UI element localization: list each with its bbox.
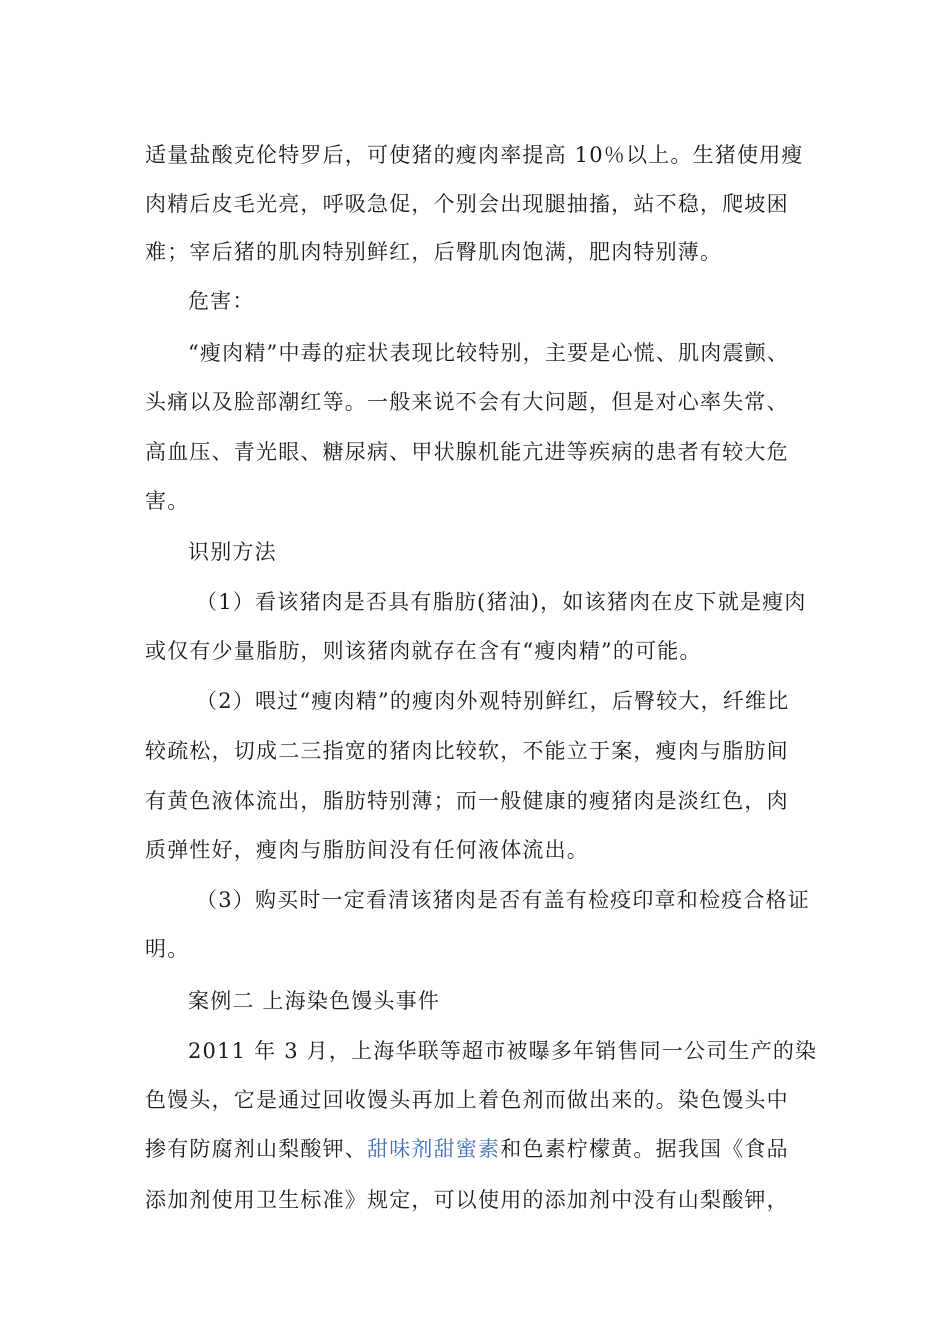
paragraph-line: 难；宰后猪的肌肉特别鲜红，后臀肌肉饱满，肥肉特别薄。 <box>145 240 723 264</box>
paragraph-line: 质弹性好，瘦肉与脂肪间没有任何液体流出。 <box>145 838 589 862</box>
paragraph-line: 添加剂使用卫生标准》规定，可以使用的添加剂中没有山梨酸钾， <box>145 1188 789 1212</box>
paragraph-line: 较疏松，切成二三指宽的猪肉比较软，不能立于案，瘦肉与脂肪间 <box>145 739 789 763</box>
paragraph-line: 有黄色液体流出，脂肪特别薄；而一般健康的瘦猪肉是淡红色，肉 <box>145 789 789 813</box>
paragraph-line: 明。 <box>145 937 190 961</box>
section-heading-identification: 识别方法 <box>188 540 277 564</box>
paragraph-line: 色馒头，它是通过回收馒头再加上着色剂而做出来的。染色馒头中 <box>145 1088 789 1112</box>
paragraph-line: “瘦肉精”中毒的症状表现比较特别，主要是心慌、肌肉震颤、 <box>188 341 790 365</box>
paragraph-line: 高血压、青光眼、糖尿病、甲状腺机能亢进等疾病的患者有较大危 <box>145 440 789 464</box>
paragraph-line: 头痛以及脸部潮红等。一般来说不会有大问题，但是对心率失常、 <box>145 390 789 414</box>
list-item-2: （2）喂过“瘦肉精”的瘦肉外观特别鲜红，后臀较大，纤维比 <box>196 689 790 713</box>
text-segment: 掺有防腐剂山梨酸钾、 <box>145 1137 367 1161</box>
list-item-3: （3）购买时一定看清该猪肉是否有盖有检疫印章和检疫合格证 <box>196 888 810 912</box>
paragraph-line: 适量盐酸克伦特罗后，可使猪的瘦肉率提高 10％以上。生猪使用瘦 <box>145 143 804 167</box>
paragraph-line-mixed <box>145 1134 789 1164</box>
paragraph-line: 或仅有少量脂肪，则该猪肉就存在含有“瘦肉精”的可能。 <box>145 639 702 663</box>
text-segment: 和色素柠檬黄。据我国《食品 <box>500 1137 789 1161</box>
list-item-1: （1）看该猪肉是否具有脂肪(猪油)，如该猪肉在皮下就是瘦肉 <box>196 590 807 614</box>
paragraph-line: 2011 年 3 月，上海华联等超市被曝多年销售同一公司生产的染 <box>188 1039 818 1063</box>
paragraph-line: 害。 <box>145 489 190 513</box>
paragraph-line: 肉精后皮毛光亮，呼吸急促，个别会出现腿抽搐，站不稳，爬坡困 <box>145 192 789 216</box>
sweetener-link[interactable]: 甜味剂甜蜜素 <box>367 1137 501 1161</box>
section-heading-hazard: 危害： <box>188 289 255 313</box>
case-heading: 案例二 上海染色馒头事件 <box>188 989 441 1013</box>
